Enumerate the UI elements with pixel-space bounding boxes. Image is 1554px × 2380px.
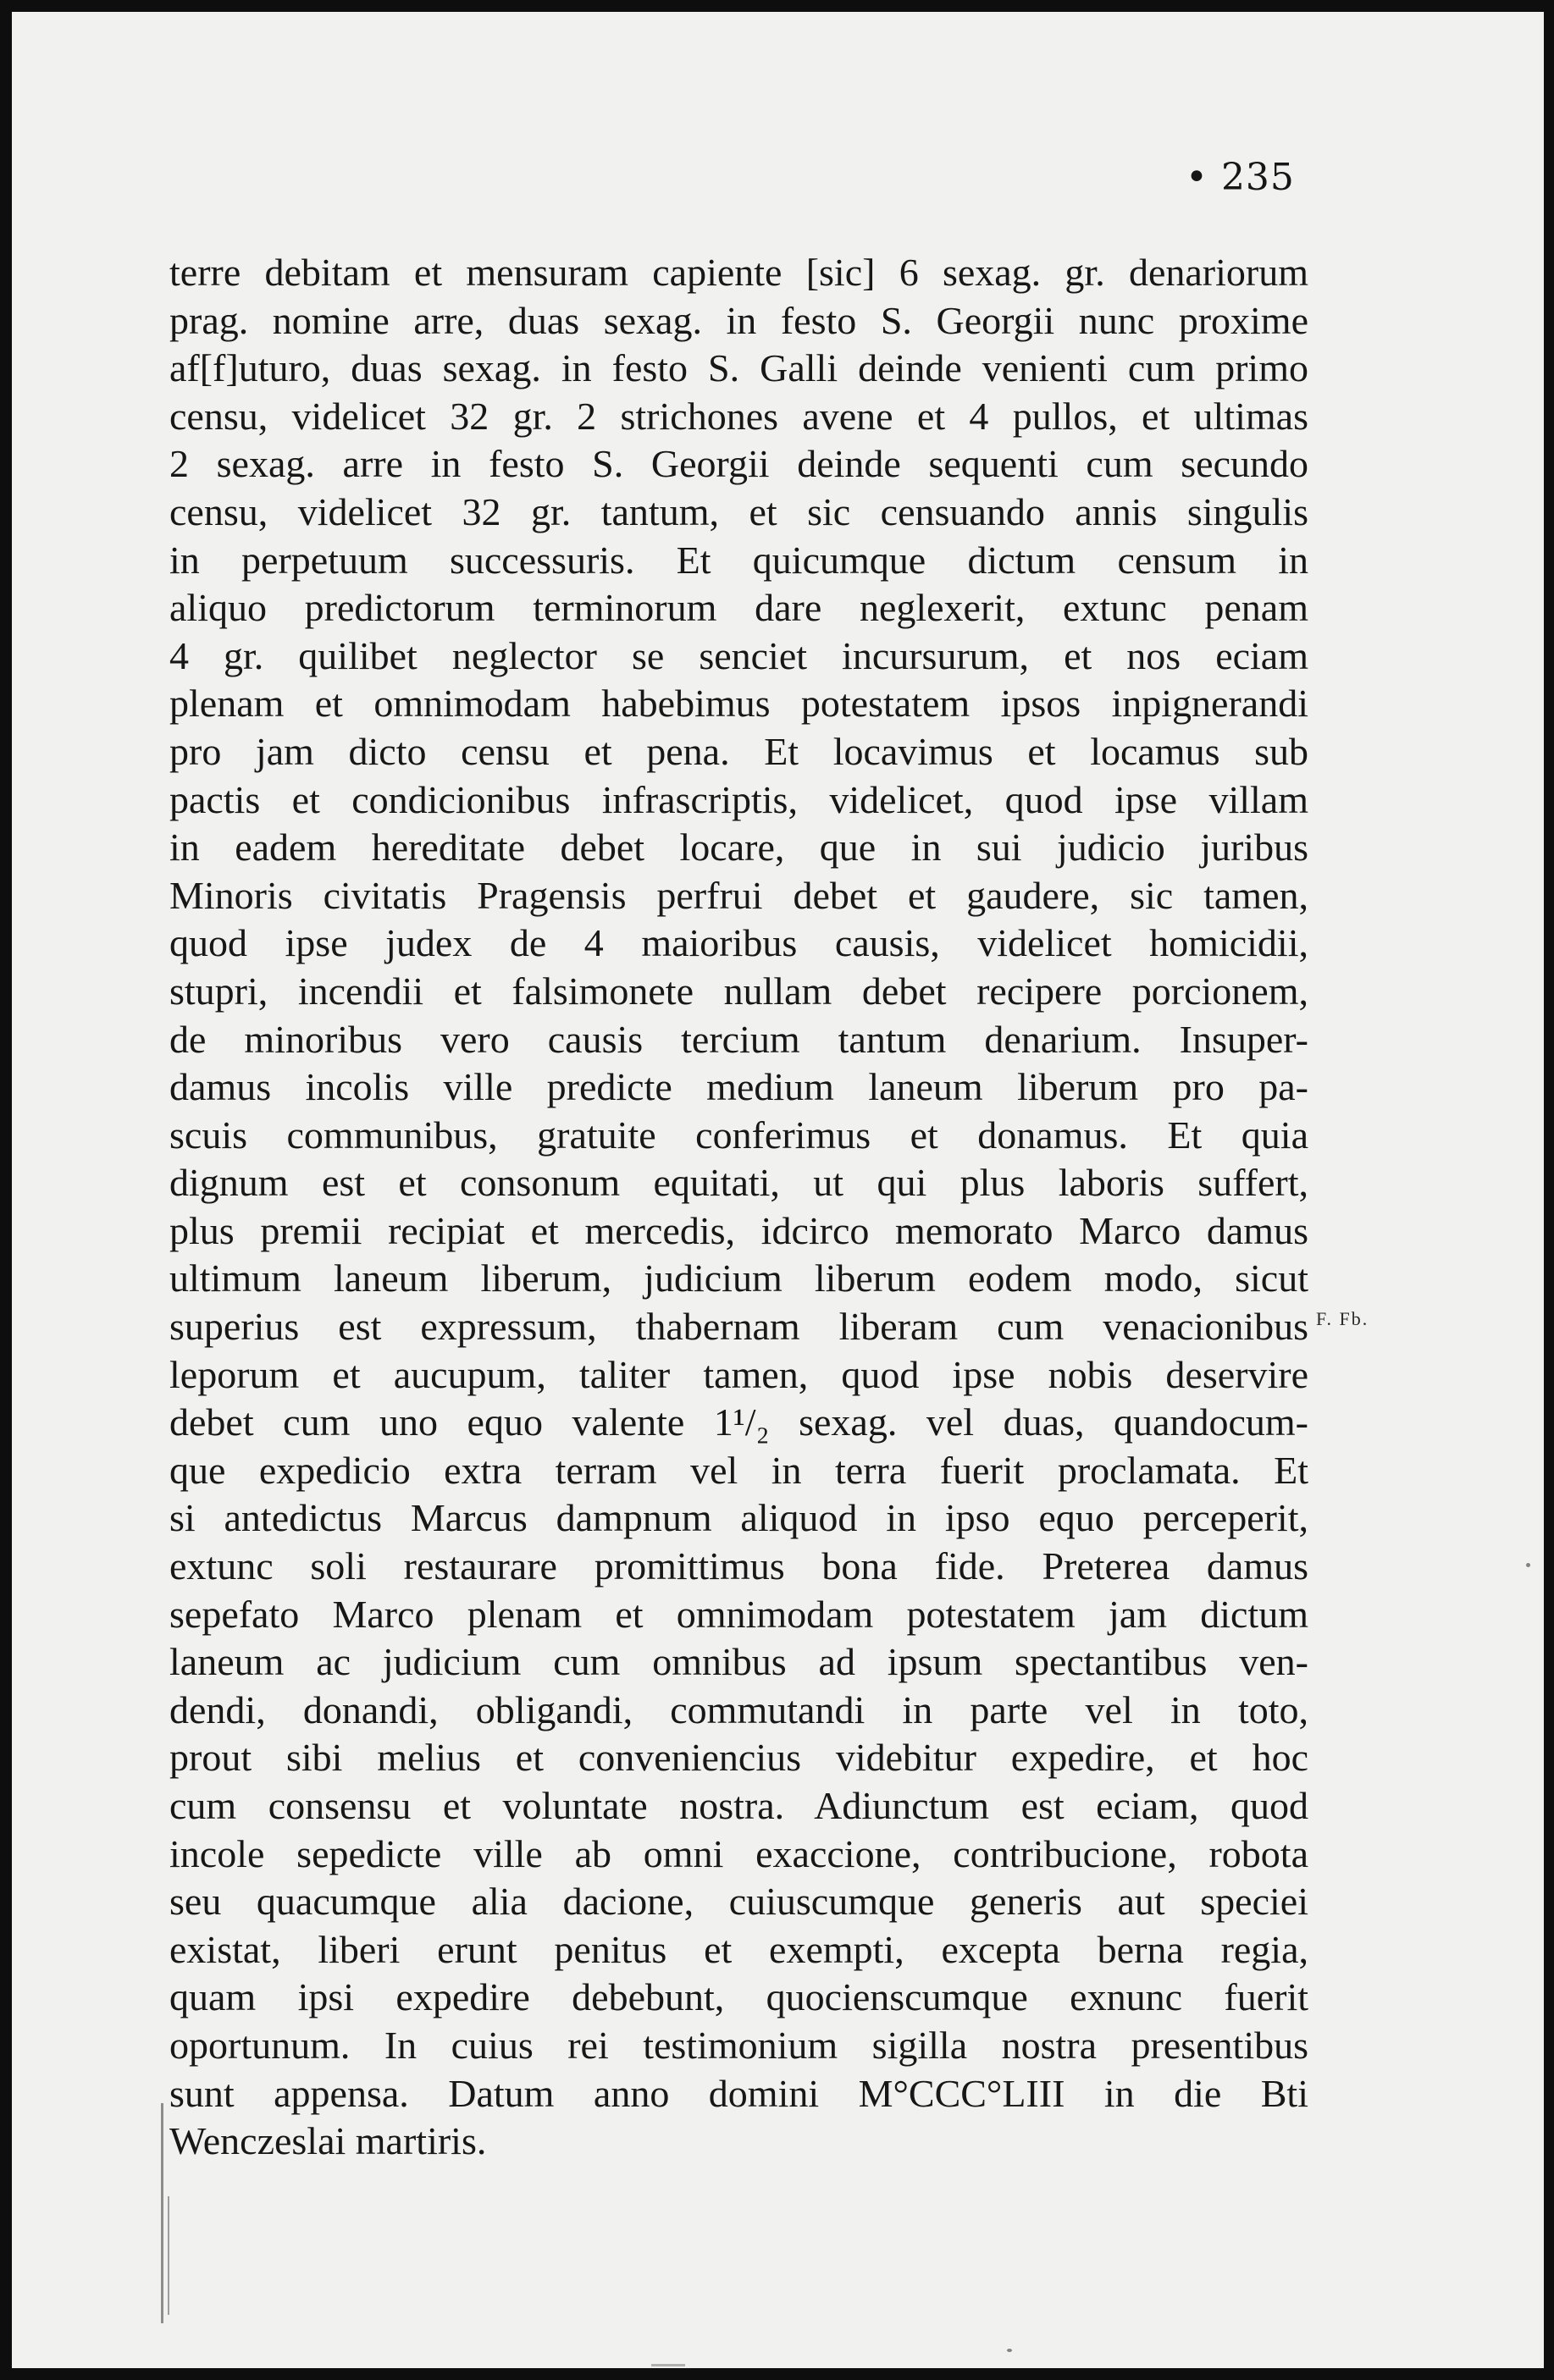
text-line: de minoribus vero causis tercium tantum denarium. Insuper-	[169, 1017, 1308, 1061]
text-line: in eadem hereditate debet locare, que in sui judicio juribus	[169, 826, 1308, 870]
text-line: quod ipse judex de 4 maioribus causis, videlicet homicidii,	[169, 921, 1308, 965]
text-line: laneum ac judicium cum omnibus ad ipsum spectantibus ven-	[169, 1640, 1308, 1684]
book-page	[12, 12, 1544, 2368]
text-line: plenam et omnimodam habebimus potestatem ipsos inpignerandi	[169, 682, 1308, 726]
text-line: cum consensu et voluntate nostra. Adiunctum est eciam, quod	[169, 1784, 1308, 1827]
text-line: pactis et condicionibus infrascriptis, videlicet, quod ipse villam	[169, 777, 1308, 821]
text-line: pro jam dicto censu et pena. Et locavimus et locamus sub	[169, 729, 1308, 773]
text-line: dignum est et consonum equitati, ut qui plus laboris suffert,	[169, 1161, 1308, 1205]
body-text	[169, 249, 1308, 2166]
text-line: prout sibi melius et conveniencius videbitur expedire, et hoc	[169, 1736, 1308, 1780]
text-line: prag. nomine arre, duas sexag. in festo S. Georgii nunc proxime	[169, 298, 1308, 342]
text-line: debet cum uno equo valente 1¹/₂ sexag. vel duas, quandocum-	[169, 1400, 1308, 1444]
text-line: dendi, donandi, obligandi, commutandi in parte vel in toto,	[169, 1687, 1308, 1731]
text-line: censu, videlicet 32 gr. 2 strichones avene et 4 pullos, et ultimas	[169, 394, 1308, 438]
text-line: censu, videlicet 32 gr. tantum, et sic censuando annis singulis	[169, 489, 1308, 533]
text-line: sunt appensa. Datum anno domini M°CCC°LIII in die Bti	[169, 2071, 1308, 2115]
text-line: stupri, incendii et falsimonete nullam debet recipere porcionem,	[169, 969, 1308, 1013]
text-line: seu quacumque alia dacione, cuiuscumque generis aut speciei	[169, 1880, 1308, 1924]
text-line: damus incolis ville predicte medium laneum liberum pro pa-	[169, 1065, 1308, 1109]
speck-mark	[651, 2364, 685, 2366]
text-line-final: Wenczeslai martiris.	[169, 2119, 487, 2163]
text-line: oportunum. In cuius rei testimonium sigilla nostra presentibus	[169, 2023, 1308, 2067]
text-line: terre debitam et mensuram capiente [sic] 6 sexag. gr. denariorum	[169, 251, 1308, 294]
text-line: in perpetuum successuris. Et quicumque dictum censum in	[169, 538, 1308, 582]
text-line: 2 sexag. arre in festo S. Georgii deinde sequenti cum secundo	[169, 442, 1308, 486]
text-line: scuis communibus, gratuite conferimus et donamus. Et quia	[169, 1113, 1308, 1157]
text-line: extunc soli restaurare promittimus bona fide. Preterea damus	[169, 1544, 1308, 1588]
text-line: superius est expressum, thabernam liberam cum venacionibus	[169, 1305, 1308, 1349]
binding-shadow-mark	[168, 2196, 169, 2315]
text-line: 4 gr. quilibet neglector se senciet incursurum, et nos eciam	[169, 633, 1308, 677]
text-line: plus premii recipiat et mercedis, idcirco memorato Marco damus	[169, 1208, 1308, 1252]
text-line: existat, liberi erunt penitus et exempti, excepta berna regia,	[169, 1927, 1308, 1971]
text-line: incole sepedicte ville ab omni exaccione, contribucione, robota	[169, 1831, 1308, 1875]
margin-note: F. Fb.	[1316, 1308, 1369, 1329]
text-line: af[f]uturo, duas sexag. in festo S. Galli deinde venienti cum primo	[169, 346, 1308, 390]
text-line: que expedicio extra terram vel in terra fuerit proclamata. Et	[169, 1448, 1308, 1492]
text-line: ultimum laneum liberum, judicium liberum eodem modo, sicut	[169, 1256, 1308, 1300]
text-line: sepefato Marco plenam et omnimodam potestatem jam dictum	[169, 1592, 1308, 1636]
page-number: • 235	[1186, 156, 1295, 199]
binding-shadow-mark	[161, 2103, 163, 2323]
speck-mark	[1007, 2349, 1012, 2352]
text-line: aliquo predictorum terminorum dare neglexerit, extunc penam	[169, 586, 1308, 630]
text-line: leporum et aucupum, taliter tamen, quod ipse nobis deservire	[169, 1352, 1308, 1396]
text-line: si antedictus Marcus dampnum aliquod in ipso equo perceperit,	[169, 1496, 1308, 1540]
speck-mark	[1526, 1563, 1530, 1567]
text-line: Minoris civitatis Pragensis perfrui debet et gaudere, sic tamen,	[169, 873, 1308, 917]
text-line: quam ipsi expedire debebunt, quocienscumque exnunc fuerit	[169, 1975, 1308, 2019]
